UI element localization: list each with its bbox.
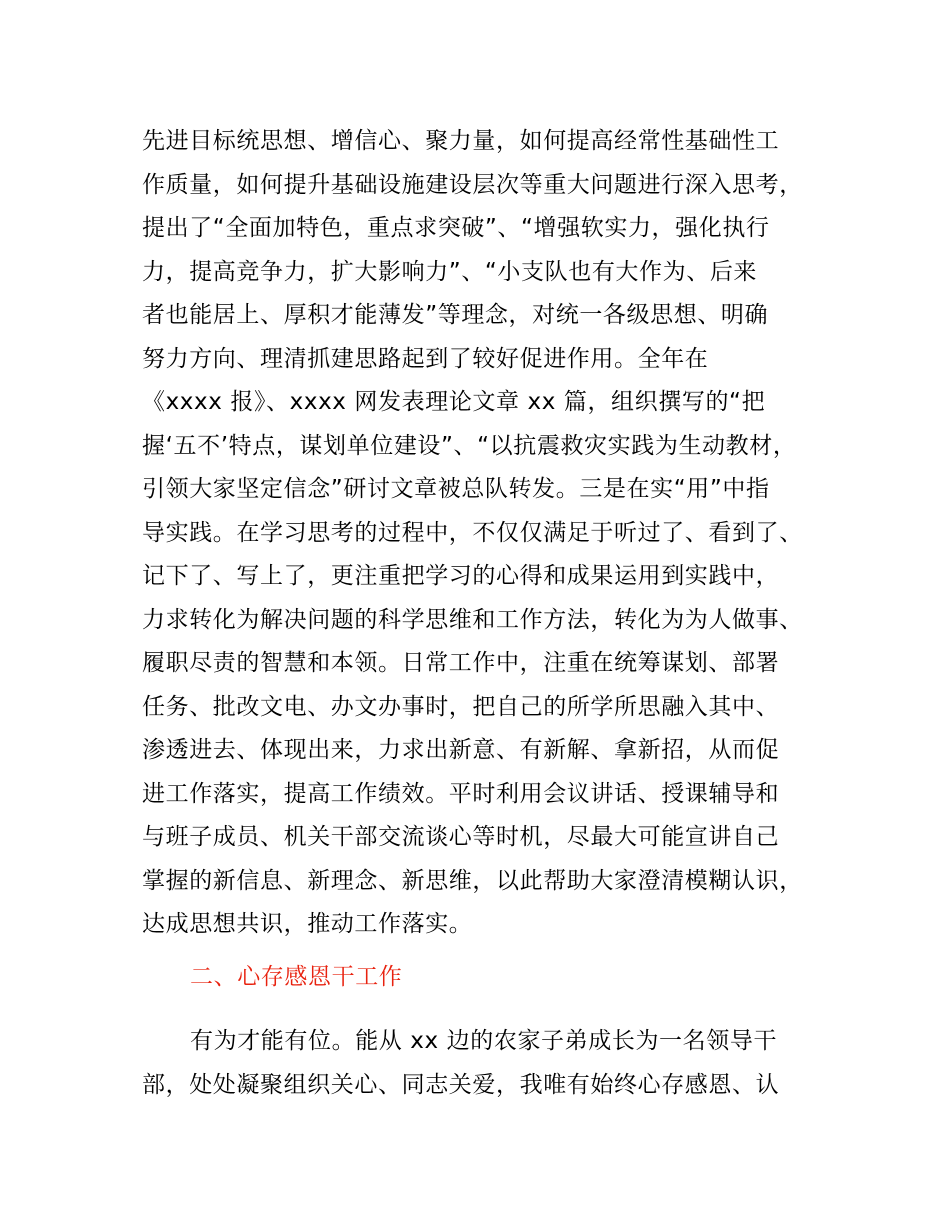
text-line: 力求转化为解决问题的科学思维和工作方法，转化为为人做事、 [142, 606, 803, 633]
text-line: 部，处处凝聚组织关心、同志关爱，我唯有始终心存感恩、认 [142, 1071, 780, 1098]
text-line: 达成思想共识，推动工作落实。 [142, 911, 473, 937]
text-line: 《xxxx 报》、xxxx 网发表理论文章 xx 篇，组织撰写的“把 [142, 389, 766, 415]
text-line: 力，提高竞争力，扩大影响力”、“小支队也有大作为、后来 [142, 258, 758, 285]
paragraph-1 [142, 120, 842, 947]
text-line: 提出了“全面加特色，重点求突破”、“增强软实力，强化执行 [142, 215, 770, 241]
text-line: 掌握的新信息、新理念、新思维，以此帮助大家澄清模糊认识， [142, 867, 803, 894]
text-line: 者也能居上、厚积才能薄发”等理念，对统一各级思想、明确 [142, 302, 769, 328]
text-line: 渗透进去、体现出来，力求出新意、有新解、拿新招，从而促 [142, 737, 780, 763]
text-line: 努力方向、理清抓建思路起到了较好促进作用。全年在 [142, 345, 709, 372]
text-line: 作质量，如何提升基础设施建设层次等重大问题进行深入思考， [142, 171, 803, 198]
section-heading: 二、心存感恩干工作 [190, 964, 403, 990]
text-line: 导实践。在学习思考的过程中，不仅仅满足于听过了、看到了、 [142, 519, 803, 546]
text-line: 履职尽责的智慧和本领。日常工作中，注重在统筹谋划、部署 [142, 650, 780, 676]
text-line: 任务、批改文电、办文办事时，把自己的所学所思融入其中、 [142, 693, 780, 720]
text-line: 先进目标统思想、增信心、聚力量，如何提高经常性基础性工 [142, 128, 780, 154]
text-line: 有为才能有位。能从 xx 边的农家子弟成长为一名领导干 [190, 1028, 778, 1054]
paragraph-2 [142, 1020, 842, 1107]
text-line: 握‘五不’特点，谋划单位建设”、“以抗震救灾实践为生动教材， [142, 432, 797, 459]
text-line: 引领大家坚定信念”研讨文章被总队转发。三是在实“用”中指 [142, 476, 770, 502]
text-line: 进工作落实，提高工作绩效。平时利用会议讲话、授课辅导和 [142, 780, 780, 807]
text-line: 记下了、写上了，更注重把学习的心得和成果运用到实践中， [142, 563, 780, 589]
text-line: 与班子成员、机关干部交流谈心等时机，尽最大可能宣讲自己 [142, 824, 780, 850]
